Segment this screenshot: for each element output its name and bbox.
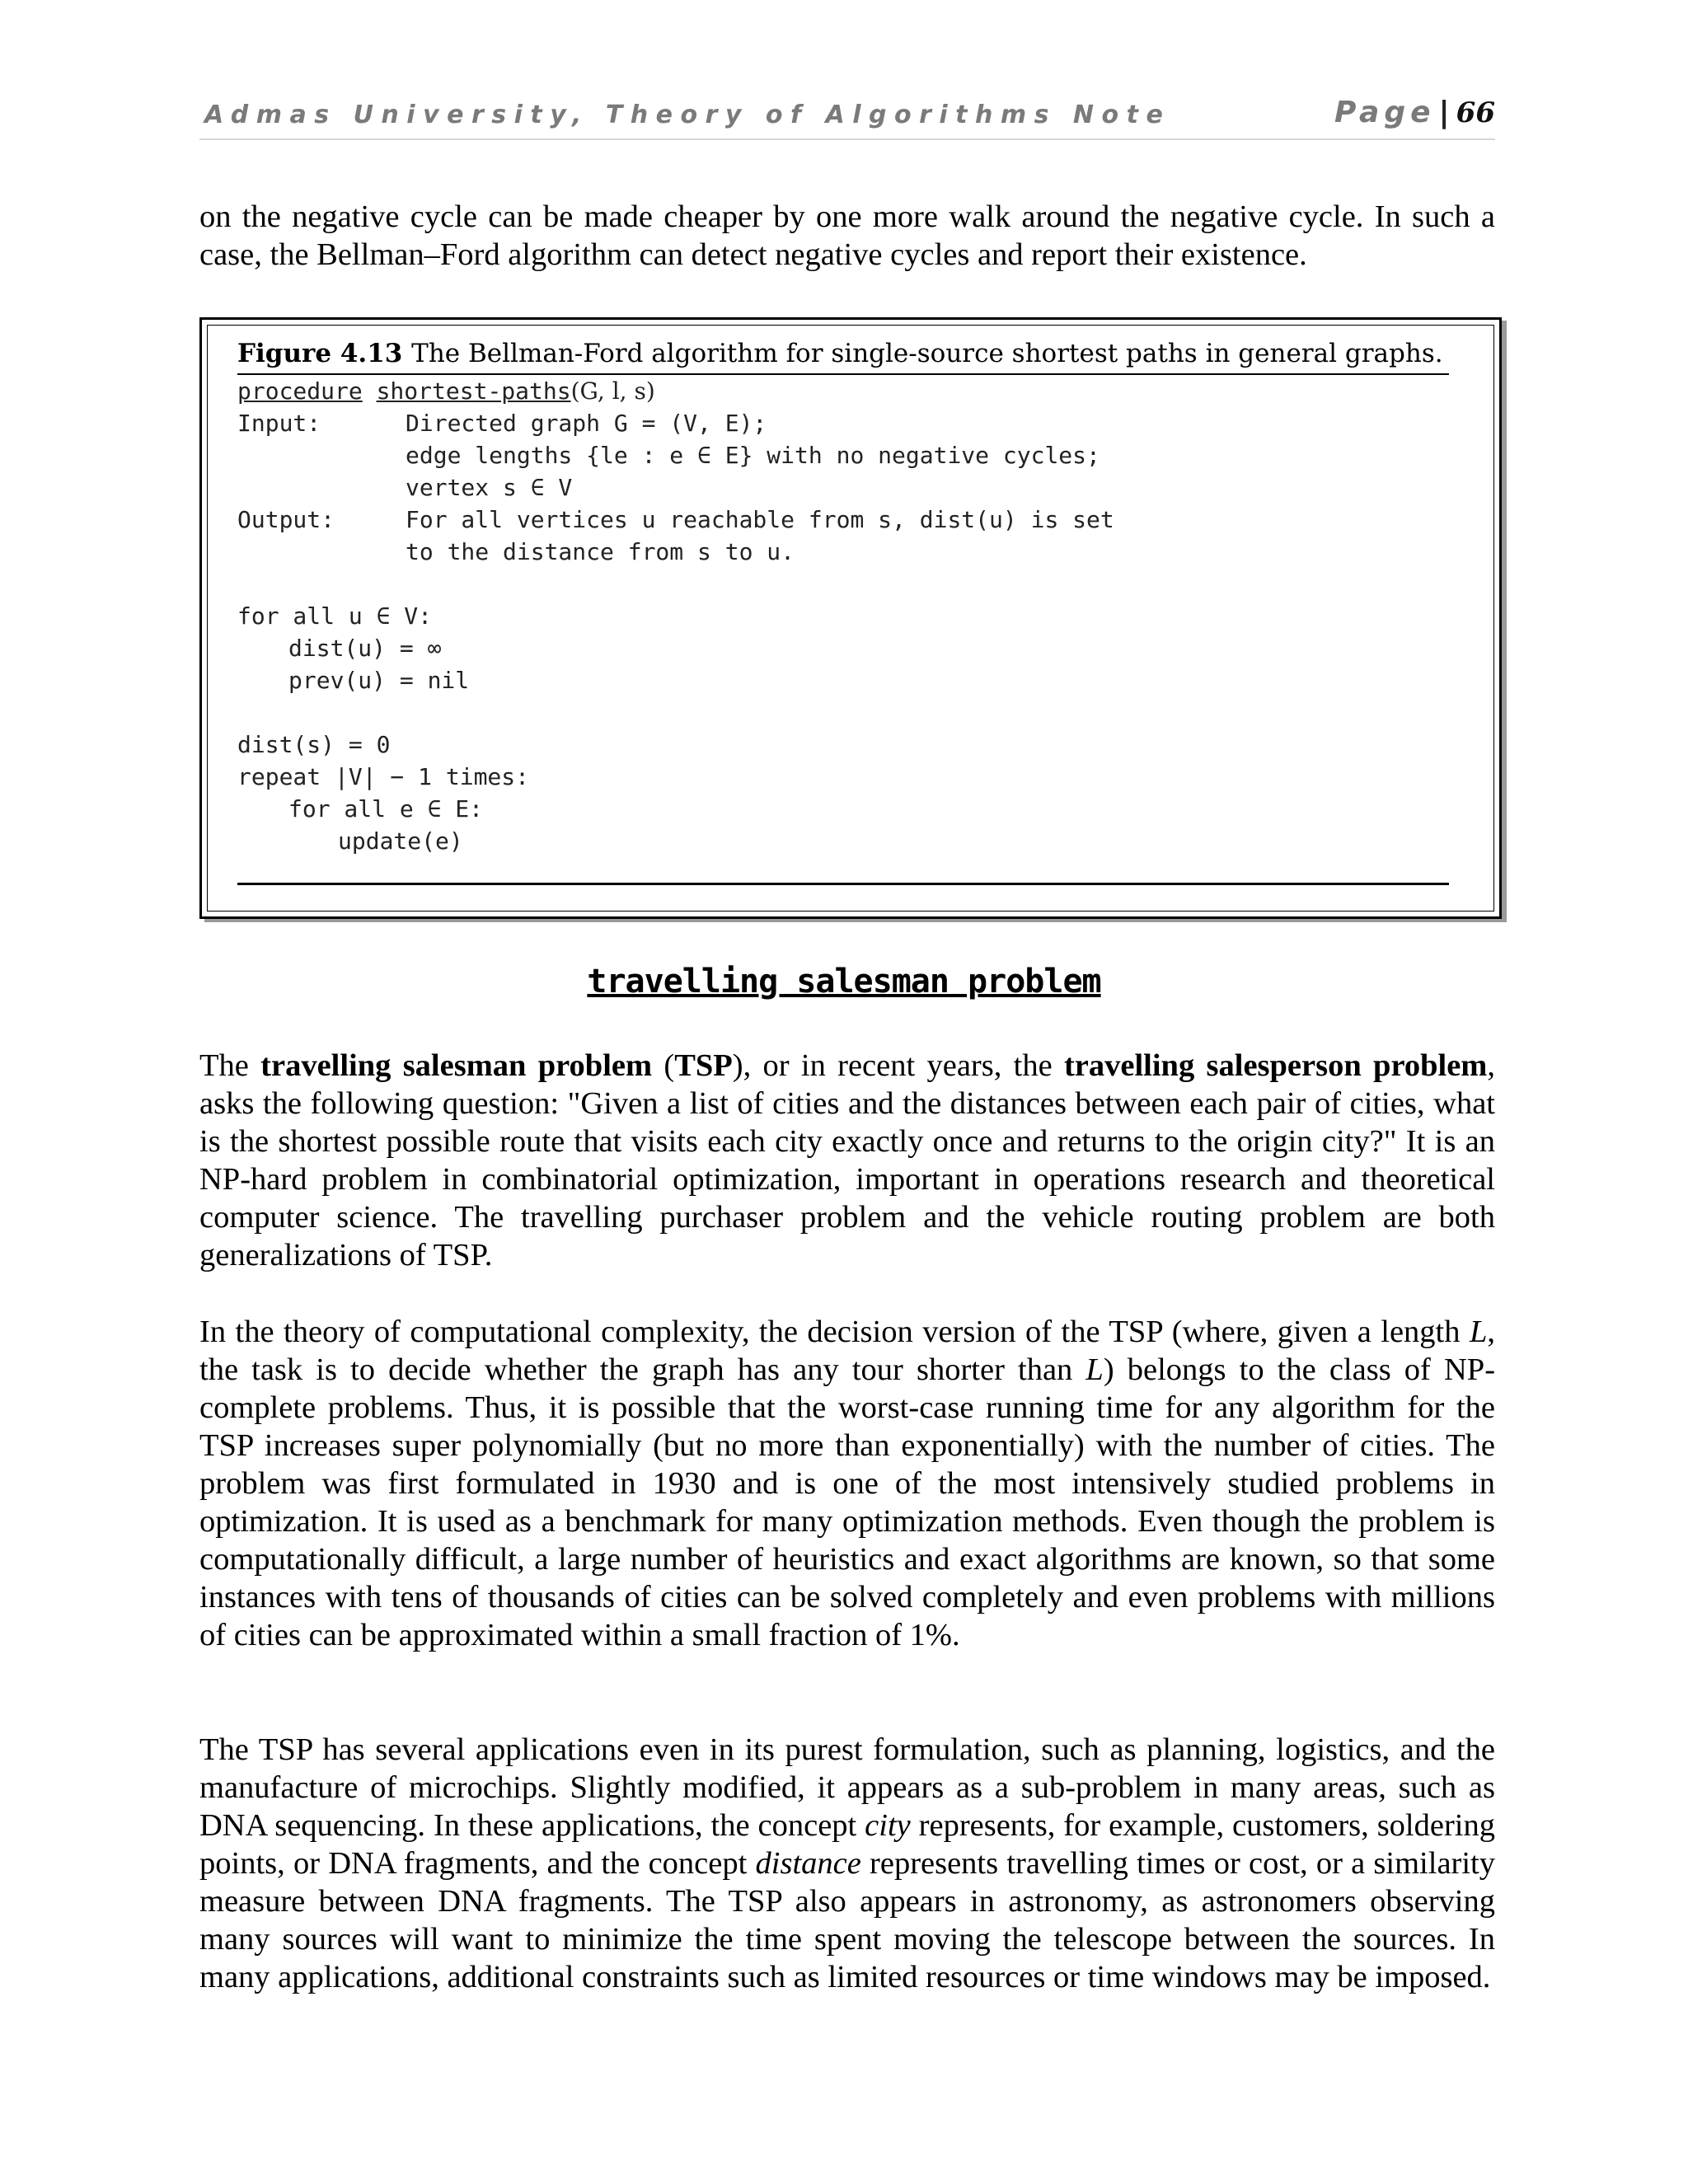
input-label: Input: [237, 410, 321, 437]
output-line-1: For all vertices u reachable from s, dist(u) is set [406, 506, 1114, 533]
p2-text-1: In the theory of computational complexity, the decision version of the TSP (where, given a length [199, 1315, 1470, 1349]
output-line-2: to the distance from s to u. [406, 538, 795, 565]
procedure-line [237, 375, 655, 407]
figure-caption-label: Figure 4.13 [237, 339, 403, 368]
prev-init-line: prev(u) = nil [288, 667, 470, 694]
tsp-paragraph-2 [199, 1313, 1495, 1654]
section-title: travelling salesman problem [587, 963, 1101, 1001]
for-all-edges-line: for all e ∈ E: [288, 795, 484, 823]
procedure-name: shortest-paths [376, 377, 571, 405]
p1-bold-3: travelling salesperson problem [1063, 1048, 1488, 1083]
tsp-paragraph-1 [199, 1047, 1495, 1274]
p1-text-1: The [199, 1048, 261, 1083]
p2-italic-1: L [1469, 1315, 1488, 1349]
p2-text-3: ) belongs to the class of NP-complete problems. Thus, it is possible that the worst-case running time for any algorithm for the TSP increases super polynomially (but no more than exponentially) with the number of cities. The problem was first formulated in 1930 and is one of the most intensively studied problems in optimization. It is used as a benchmark for many optimization methods. Even though the problem is computationally difficult, a large number of heuristics and exact algorithms are known, so that some instances with tens of thousands of cities can be solved completely and even problems with millions of cities can be approximated within a small fraction of 1%. [199, 1352, 1496, 1652]
p1-text-3: ), or in recent years, the [732, 1048, 1064, 1083]
figure-bottom-rule [237, 883, 1449, 885]
p3-text-2: represents, for example, customers, soldering points, or DNA fragments, and the concept [199, 1808, 1495, 1881]
update-line: update(e) [338, 827, 463, 855]
p1-bold-1: travelling salesman problem [260, 1048, 653, 1083]
header-page [1334, 96, 1495, 129]
p1-bold-2: TSP [674, 1048, 733, 1083]
dist-source-line: dist(s) = 0 [237, 731, 391, 758]
figure-caption [237, 339, 1443, 368]
p3-text-1: The TSP has several applications even in its purest formulation, such as planning, logistics, and the manufacture of microchips. Slightly modified, it appears as a sub-problem in many areas, such as DNA sequencing. In these applications, the concept [199, 1732, 1495, 1843]
input-line-1: Directed graph G = (V, E); [406, 410, 767, 437]
p1-text-4: , asks the following question: "Given a list of cities and the distances between each pair of cities, what is the shortest possible route that visits each city exactly once and returns to the origin city?" It is an NP-hard problem in combinatorial optimization, important in operations research and theoretical computer science. The travelling purchaser problem and the vehicle routing problem are both generalizations of TSP. [199, 1048, 1495, 1272]
p3-text-3: represents travelling times or cost, or a similarity measure between DNA fragments. The TSP also appears in astronomy, as astronomers observing many sources will want to minimize the time spent moving the telescope between the sources. In many applications, additional constraints such as limited resources or time windows may be imposed. [199, 1846, 1495, 1994]
p3-italic-2: distance [755, 1846, 861, 1881]
page-number: 66 [1456, 96, 1495, 129]
p2-italic-2: L [1085, 1352, 1104, 1387]
p2-text-2: , the task is to decide whether the graph has any tour shorter than [199, 1315, 1495, 1387]
page-header [199, 97, 1495, 140]
output-label: Output: [237, 506, 335, 533]
procedure-keyword: procedure [237, 377, 363, 405]
header-title: Admas University, Theory of Algorithms Note [204, 101, 1171, 129]
procedure-args: (G, l, s) [570, 377, 655, 405]
figure-caption-text: The Bellman-Ford algorithm for single-source shortest paths in general graphs. [411, 339, 1443, 368]
intro-paragraph: on the negative cycle can be made cheaper by one more walk around the negative cycle. In such a case, the Bellman–Ford algorithm can detect negative cycles and report their existence. [199, 199, 1495, 272]
tsp-paragraph-3 [199, 1731, 1495, 1996]
dist-init-line: dist(u) = ∞ [288, 635, 442, 662]
p3-italic-1: city [865, 1808, 911, 1843]
p1-text-2: ( [652, 1048, 675, 1083]
input-line-3: vertex s ∈ V [406, 474, 573, 501]
repeat-line: repeat |V| − 1 times: [237, 763, 530, 790]
header-separator: | [1438, 96, 1450, 129]
input-line-2: edge lengths {le : e ∈ E} with no negative cycles; [406, 442, 1100, 469]
header-page-word: Page [1334, 96, 1436, 129]
for-all-vertices-line: for all u ∈ V: [237, 602, 433, 630]
figure-inner-frame [207, 325, 1494, 912]
figure-box [199, 317, 1502, 919]
